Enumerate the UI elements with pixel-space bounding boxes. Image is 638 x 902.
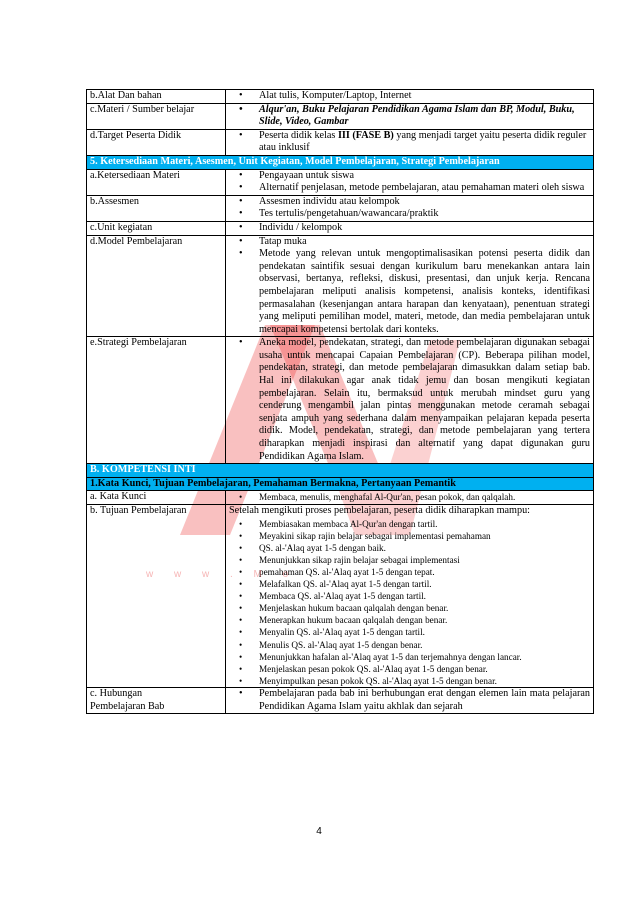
row-label: a. Kata Kunci [87,491,226,505]
list-item: • Alat tulis, Komputer/Laptop, Internet [259,90,590,103]
section-1-heading: 1.Kata Kunci, Tujuan Pembelajaran, Pemahaman Bermakna, Pertanyaan Pemantik [87,477,594,491]
list-item: • Aneka model, pendekatan, strategi, dan metode pembelajaran digunakan sebagai usaha untuk mencapai Capaian Pembelajaran (CP). Beberapa pilihan model, pendekatan, strategi, dan metode pembelajaran dimasukkan dalam setiap bab. Hal ini dilakukan agar anak tidak jemu dan bosan mengikuti kegiatan pembelajaran. Selain itu, bermaksud untuk merubah mindset guru yang cenderung mengambil jalan pintas menggunakan metode ceramah sebagai senjata ampuh yang sederhana dalam menyampaikan pelajaran kepada peserta didik. Model, pendekatan, strategi, dan metode pembelajaran yang tertera diharapkan menjadi inspirasi dan alternatif yang dapat digunakan guru Pendidikan Agama Islam. [259,337,590,463]
table-row [87,235,594,337]
row-label: d.Model Pembelajaran [87,235,226,337]
bullet-list [229,170,590,195]
bullet-list [229,337,590,463]
list-item: • Menjelaskan hukum bacaan qalqalah dengan benar. [259,602,590,614]
list-item: • Menulis QS. al-'Alaq ayat 1-5 dengan benar. [259,639,590,651]
row-label: b. Tujuan Pembelajaran [87,505,226,688]
table-row [87,169,594,195]
bullet-list [229,130,590,155]
table-row [87,491,594,505]
row-label: d.Target Peserta Didik [87,129,226,155]
lesson-plan-table [86,89,594,714]
table-row [87,687,594,713]
list-item: • Menunjukkan hafalan al-'Alaq ayat 1-5 dan terjemahnya dengan lancar. [259,651,590,663]
objectives-list [229,518,590,687]
list-item: • Tatap muka [259,236,590,249]
list-item: • Membaca QS. al-'Alaq ayat 1-5 dengan tartil. [259,590,590,602]
section-header-row [87,477,594,491]
target-class: III (FASE B) [337,129,394,141]
table-row [87,337,594,464]
section-5-heading: 5. Ketersediaan Materi, Asesmen, Unit Kegiatan, Model Pembelajaran, Strategi Pembelajaran [87,155,594,169]
list-item: • QS. al-'Alaq ayat 1-5 dengan baik. [259,542,590,554]
table-row [87,129,594,155]
table-row [87,221,594,235]
row-label-line-1: c. Hubungan [90,687,143,699]
bullet-list [229,491,590,503]
list-item: • Pembelajaran pada bab ini berhubungan erat dengan elemen lain mata pelajaran Pendidikan Agama Islam yaitu akhlak dan sejarah [259,688,590,713]
list-item: • Individu / kelompok [259,222,590,235]
bullet-list [229,688,590,713]
row-label: c.Materi / Sumber belajar [87,103,226,129]
list-item: • Menjelaskan pesan pokok QS. al-'Alaq ayat 1-5 dengan benar. [259,663,590,675]
tujuan-intro: Setelah mengikuti proses pembelajaran, peserta didik diharapkan mampu: [229,505,531,516]
list-item: • Alqur'an, Buku Pelajaran Pendidikan Agama Islam dan BP, Modul, Buku, Slide, Video, Gambar [259,104,590,129]
list-item: • Membiasakan membaca Al-Qur'an dengan tartil. [259,518,590,530]
target-text-post: yang menjadi target yaitu peserta didik reguler atau inklusif [259,129,587,154]
list-item: • Pengayaan untuk siswa [259,170,590,183]
row-label: b.Assesmen [87,195,226,221]
table-row [87,505,594,688]
table-row [87,90,594,104]
list-item [259,130,590,155]
table-row [87,103,594,129]
row-label [87,687,226,713]
section-header-row [87,155,594,169]
row-label: e.Strategi Pembelajaran [87,337,226,464]
bullet-list [229,236,590,337]
target-text-pre: Peserta didik kelas [259,129,338,141]
list-item: • Assesmen individu atau kelompok [259,196,590,209]
table-row [87,195,594,221]
section-header-row [87,464,594,478]
section-b-heading: B. KOMPETENSI INTI [87,464,594,478]
list-item: • Alternatif penjelasan, metode pembelajaran, atau pemahaman materi oleh siswa [259,182,590,195]
list-item: • Menyimpulkan pesan pokok QS. al-'Alaq ayat 1-5 dengan benar. [259,675,590,687]
list-item: • Menunjukkan sikap rajin belajar sebagai implementasi [259,554,590,566]
row-label: a.Ketersediaan Materi [87,169,226,195]
row-label: b.Alat Dan bahan [87,90,226,104]
list-item: • pemahaman QS. al-'Alaq ayat 1-5 dengan tepat. [259,566,590,578]
bullet-list [229,196,590,221]
bullet-list [229,104,590,129]
list-item: • Metode yang relevan untuk mengoptimalisasikan potensi peserta didik dan pendekatan saintifik sesuai dengan kurikulum baru menekankan antara lain observasi, bertanya, refleksi, diskusi, presentasi, dan unjuk kerja. Rencana pembelajaran meliputi analisis kompetensi, analisis konteks, identifikasi permasalahan (kesenjangan antara harapan dan kenyataan), penentuan strategi yang meliputi pemilihan model, materi, metode, dan media pembelajaran untuk mencapai kompetensi bertolak dari konteks. [259,248,590,336]
watermark-text: w w w . M o [146,569,298,580]
bullet-list [229,222,590,235]
row-label-line-2: Pembelajaran Bab [90,700,165,712]
list-item: • Menyalin QS. al-'Alaq ayat 1-5 dengan tartil. [259,626,590,638]
list-item: • Meyakini sikap rajin belajar sebagai implementasi pemahaman [259,530,590,542]
page-number: 4 [316,826,322,837]
list-item: • Menerapkan hukum bacaan qalqalah dengan benar. [259,614,590,626]
list-item: • Tes tertulis/pengetahuan/wawancara/praktik [259,208,590,221]
row-label: c.Unit kegiatan [87,221,226,235]
bullet-list [229,90,590,103]
list-item: • Melafalkan QS. al-'Alaq ayat 1-5 dengan tartil. [259,578,590,590]
list-item: • Membaca, menulis, menghafal Al-Qur'an, pesan pokok, dan qalqalah. [259,491,590,503]
